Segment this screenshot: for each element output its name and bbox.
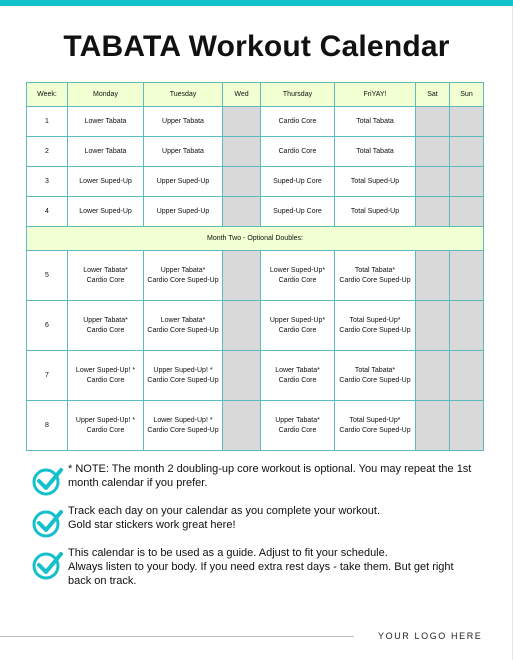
tuesday-workout-cell: Upper Suped-Up — [144, 167, 223, 197]
header-wednesday: Wed — [223, 83, 261, 107]
table-row-week-4 — [27, 197, 484, 227]
tuesday-workout-cell: Upper Suped-Up — [144, 197, 223, 227]
workout-line: Cardio Core — [278, 276, 317, 284]
week-number-cell: 4 — [27, 197, 68, 227]
friday-workout-cell: Total Tabata — [335, 137, 416, 167]
week-number-cell: 7 — [27, 351, 68, 401]
saturday-rest-cell — [416, 137, 450, 167]
workout-line: Lower Tabata* — [160, 317, 206, 324]
workout-line: Total Tabata* — [354, 367, 396, 374]
tuesday-workout-cell: Upper Tabata — [144, 137, 223, 167]
workout-line: Lower Tabata* — [275, 367, 320, 374]
table-row-week-7 — [27, 351, 484, 401]
workout-line: Upper Suped-Up! * — [153, 367, 213, 374]
table-row-week-5 — [27, 251, 484, 301]
wednesday-rest-cell — [223, 197, 261, 227]
wednesday-rest-cell — [223, 301, 261, 351]
saturday-rest-cell — [416, 301, 450, 351]
workout-line: Cardio Core Suped-Up — [339, 426, 411, 434]
month-two-banner-row — [27, 227, 484, 251]
workout-line: Cardio Core Suped-Up — [147, 276, 219, 284]
check-circle-icon — [32, 507, 64, 539]
thursday-workout-cell: Cardio Core — [261, 107, 335, 137]
sunday-rest-cell — [450, 107, 484, 137]
check-circle-icon — [32, 465, 64, 497]
header-week: Week: — [27, 83, 68, 107]
sunday-rest-cell — [450, 351, 484, 401]
week-number-cell: 1 — [27, 107, 68, 137]
workout-line: Cardio Core Suped-Up — [147, 426, 219, 434]
week-number-cell: 5 — [27, 251, 68, 301]
header-friday: FriYAY! — [335, 83, 416, 107]
sunday-rest-cell — [450, 137, 484, 167]
table-row-week-1 — [27, 107, 484, 137]
wednesday-rest-cell — [223, 137, 261, 167]
header-saturday: Sat — [416, 83, 450, 107]
thursday-workout-cell — [261, 351, 335, 401]
header-tuesday: Tuesday — [144, 83, 223, 107]
friday-workout-cell: Total Suped-Up — [335, 197, 416, 227]
workout-line: Total Suped-Up* — [349, 317, 401, 324]
page-title: TABATA Workout Calendar — [63, 30, 450, 63]
workout-line: Upper Tabata* — [160, 267, 206, 274]
month-two-label: Month Two - Optional Doubles: — [27, 227, 484, 251]
monday-workout-cell — [68, 301, 144, 351]
wednesday-rest-cell — [223, 401, 261, 451]
saturday-rest-cell — [416, 197, 450, 227]
wednesday-rest-cell — [223, 351, 261, 401]
week-number-cell: 2 — [27, 137, 68, 167]
monday-workout-cell: Lower Tabata — [68, 107, 144, 137]
wednesday-rest-cell — [223, 107, 261, 137]
saturday-rest-cell — [416, 167, 450, 197]
tuesday-workout-cell: Upper Tabata — [144, 107, 223, 137]
note-text: This calendar is to be used as a guide. Adjust to fit your schedule. Always listen to your body. If you need extra rest days - take them. But get right back on track. — [68, 547, 454, 587]
tuesday-workout-cell — [144, 351, 223, 401]
workout-line: Cardio Core — [278, 376, 317, 384]
workout-line: Cardio Core Suped-Up — [339, 276, 411, 284]
workout-line: Lower Tabata* — [83, 267, 128, 274]
thursday-workout-cell: Suped-Up Core — [261, 197, 335, 227]
wednesday-rest-cell — [223, 167, 261, 197]
sunday-rest-cell — [450, 401, 484, 451]
table-header-row — [27, 83, 484, 107]
friday-workout-cell: Total Tabata — [335, 107, 416, 137]
workout-line: Upper Suped-Up! * — [75, 417, 136, 424]
tuesday-workout-cell — [144, 251, 223, 301]
header-thursday: Thursday — [261, 83, 335, 107]
workout-line: Cardio Core — [86, 276, 125, 284]
footer-divider — [0, 636, 354, 637]
table-row-week-3 — [27, 167, 484, 197]
friday-workout-cell: Total Suped-Up — [335, 167, 416, 197]
week-number-cell: 3 — [27, 167, 68, 197]
note-text: Track each day on your calendar as you complete your workout. Gold star stickers work great here! — [68, 505, 381, 531]
workout-line: Cardio Core — [86, 376, 125, 384]
thursday-workout-cell: Cardio Core — [261, 137, 335, 167]
tuesday-workout-cell — [144, 301, 223, 351]
top-accent-bar — [0, 0, 513, 6]
workout-line: Cardio Core — [86, 326, 125, 334]
saturday-rest-cell — [416, 401, 450, 451]
friday-workout-cell — [335, 301, 416, 351]
table-row-week-8 — [27, 401, 484, 451]
monday-workout-cell — [68, 251, 144, 301]
table-row-week-6 — [27, 301, 484, 351]
header-sunday: Sun — [450, 83, 484, 107]
monday-workout-cell — [68, 401, 144, 451]
workout-line: Total Tabata* — [354, 267, 396, 274]
sunday-rest-cell — [450, 197, 484, 227]
workout-line: Upper Tabata* — [275, 417, 320, 424]
workout-line: Upper Suped-Up* — [269, 317, 326, 324]
friday-workout-cell — [335, 351, 416, 401]
week-number-cell: 8 — [27, 401, 68, 451]
header-monday: Monday — [68, 83, 144, 107]
logo-placeholder: YOUR LOGO HERE — [378, 631, 483, 641]
workout-line: Cardio Core Suped-Up — [147, 376, 219, 384]
thursday-workout-cell — [261, 301, 335, 351]
thursday-workout-cell — [261, 251, 335, 301]
workout-line: Cardio Core Suped-Up — [147, 326, 219, 334]
workout-line: Cardio Core — [278, 426, 317, 434]
friday-workout-cell — [335, 251, 416, 301]
tuesday-workout-cell — [144, 401, 223, 451]
check-circle-icon — [32, 549, 64, 581]
monday-workout-cell: Lower Suped-Up — [68, 197, 144, 227]
workout-line: Lower Suped-Up! * — [153, 417, 213, 424]
week-number-cell: 6 — [27, 301, 68, 351]
thursday-workout-cell — [261, 401, 335, 451]
workout-calendar-table — [26, 82, 484, 451]
table-row-week-2 — [27, 137, 484, 167]
monday-workout-cell: Lower Tabata — [68, 137, 144, 167]
workout-line: Cardio Core — [86, 426, 125, 434]
workout-line: Total Suped-Up* — [349, 417, 401, 424]
workout-line: Lower Suped-Up! * — [75, 367, 136, 374]
workout-line: Cardio Core Suped-Up — [339, 326, 411, 334]
workout-line: Cardio Core Suped-Up — [339, 376, 411, 384]
workout-line: Cardio Core — [278, 326, 317, 334]
sunday-rest-cell — [450, 167, 484, 197]
thursday-workout-cell: Suped-Up Core — [261, 167, 335, 197]
saturday-rest-cell — [416, 107, 450, 137]
monday-workout-cell: Lower Suped-Up — [68, 167, 144, 197]
wednesday-rest-cell — [223, 251, 261, 301]
friday-workout-cell — [335, 401, 416, 451]
sunday-rest-cell — [450, 251, 484, 301]
sunday-rest-cell — [450, 301, 484, 351]
monday-workout-cell — [68, 351, 144, 401]
saturday-rest-cell — [416, 351, 450, 401]
note-text: * NOTE: The month 2 doubling-up core workout is optional. You may repeat the 1st month calendar if you prefer. — [68, 463, 472, 489]
workout-line: Upper Tabata* — [83, 317, 128, 324]
workout-line: Lower Suped-Up* — [269, 267, 326, 274]
saturday-rest-cell — [416, 251, 450, 301]
